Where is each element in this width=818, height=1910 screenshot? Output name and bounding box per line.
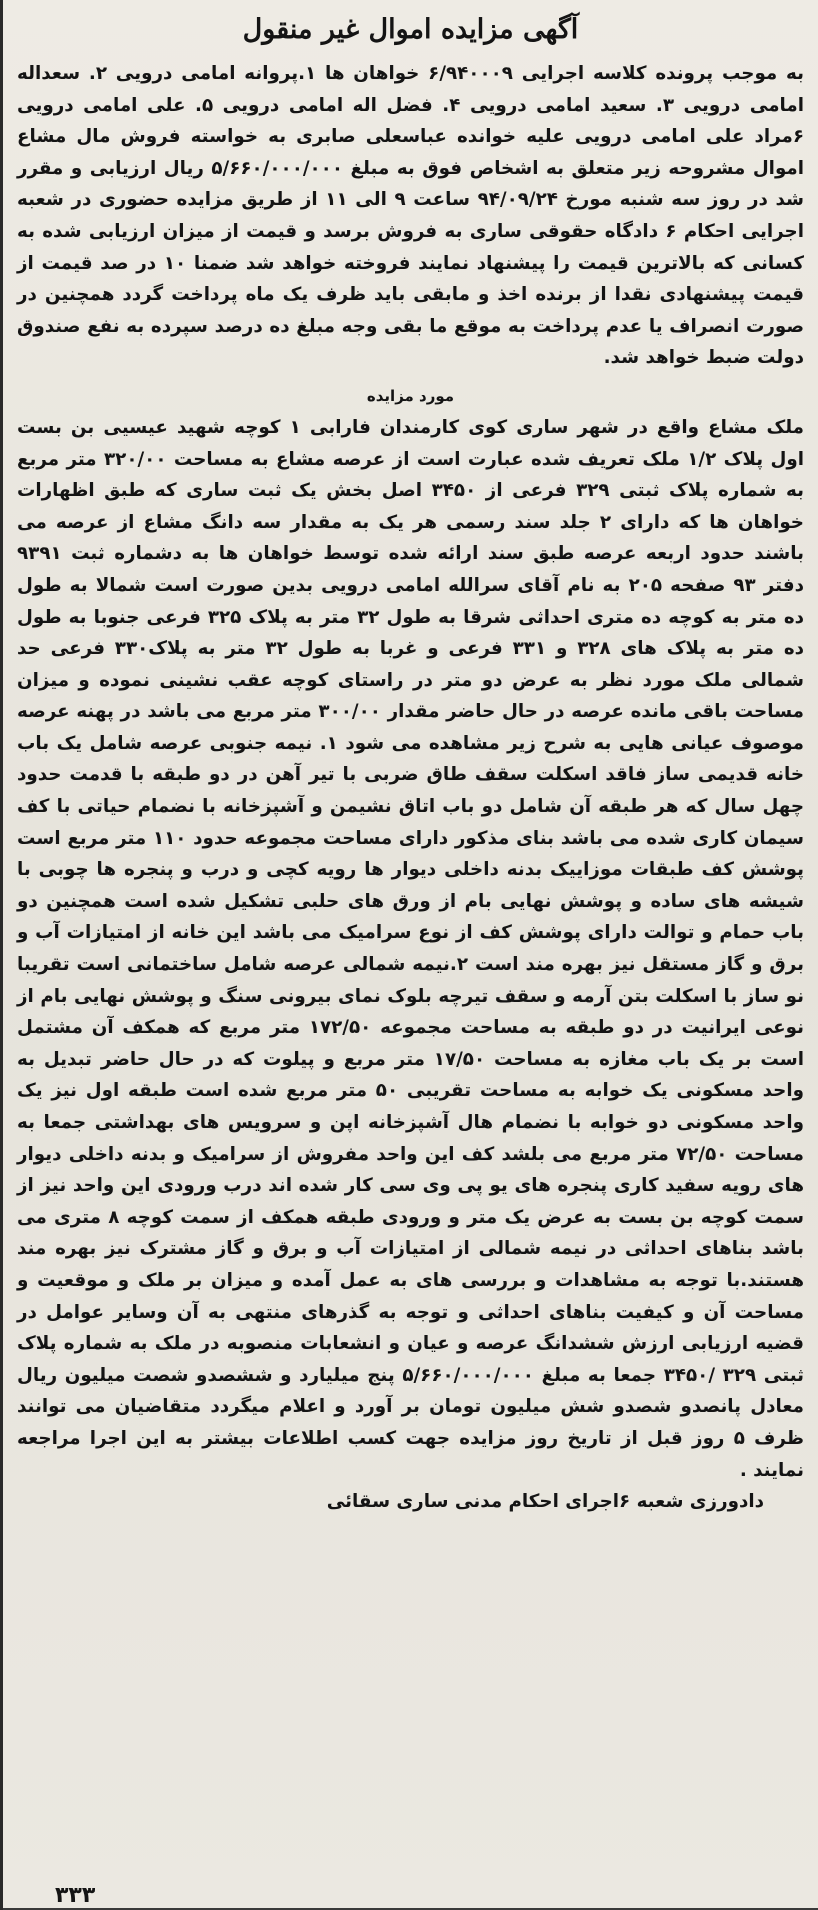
footer-code-number: ۳۳۳ [55,1883,96,1908]
signature-line: دادورزی شعبه ۶اجرای احکام مدنی ساری سقائی [326,1491,764,1513]
section-heading: مورد مزایده [366,386,455,405]
notice-title: آگهی مزایده اموال غیر منقول [242,14,579,45]
notice-intro-paragraph: به موجب پرونده کلاسه اجرایی ۶/۹۴۰۰۰۹ خواهان ها ۱.پروانه امامی درویی ۲. سعداله امامی درویی ۳. سعید امامی درویی ۴. فضل اله امامی درویی ۵. علی امامی درویی ۶مراد علی امامی درویی علیه خوانده عباسعلی صابری به خواسته فروش مال مشاع اموال مشروحه زیر متعلق به اشخاص فوق به مبلغ ۵/۶۶۰/۰۰۰/۰۰۰ ریال ارزیابی و مقرر شد در روز سه شنبه مورخ ۹۴/۰۹/۲۴ ساعت ۹ الی ۱۱ از طریق مزایده حضوری در شعبه اجرایی احکام ۶ دادگاه حقوقی ساری به فروش برسد و قیمت از میزان ارزیابی شده به کسانی که بالاترین قیمت را پیشنهاد نمایند فروخته خواهد شد ضمنا ۱۰ در صد قیمت از قیمت پیشنهادی نقدا از برنده اخذ و مابقی باید ظرف یک ماه پرداخت گردد همچنین در صورت انصراف یا عدم پرداخت به موقع ما بقی وجه مبلغ ده درصد سپرده به نفع صندوق دولت ضبط خواهد شد. [17,63,804,369]
property-description-paragraph: ملک مشاع واقع در شهر ساری کوی کارمندان فارابی ۱ کوچه شهید عیسیی بن بست اول پلاک ۱/۲ ملک تعریف شده عبارت است از عرصه مشاع به مساحت ۳۲۰/۰۰ متر مربع به شماره پلاک ثبتی ۳۲۹ فرعی از ۳۴۵۰ اصل بخش یک ثبت ساری که طبق اظهارات خواهان ها که دارای ۲ جلد سند رسمی هر یک به مقدار سه دانگ مشاع از عرصه می باشند حدود اربعه عرصه طبق سند ارائه شده توسط خواهان ها به دشماره ثبت ۹۳۹۱ دفتر ۹۳ صفحه ۲۰۵ به نام آقای سرالله امامی درویی بدین صورت است شمالا به طول ده متر به کوچه ده متری احداثی شرقا به طول ۳۲ متر به پلاک ۳۲۵ فرعی جنوبا به طول ده متر به پلاک های ۳۲۸ و ۳۳۱ فرعی و غربا به طول ۳۲ متر به پلاک۳۳۰ فرعی حد شمالی ملک مورد نظر به عرض دو متر در راستای کوچه عقب نشینی نموده و میزان مساحت باقی مانده عرصه در حال حاضر مقدار ۳۰۰/۰۰ متر مربع می باشد در پهنه عرصه موصوف عیانی هایی به شرح زیر مشاهده می شود ۱. نیمه جنوبی عرصه شامل یک باب خانه قدیمی ساز فاقد اسکلت سقف طاق ضربی با تیر آهن در دو طبقه با قدمت حدود چهل سال که هر طبقه آن شامل دو باب اتاق نشیمن و آشپزخانه با نضمام حیاتی با کف سیمان کاری شده می باشد بنای مذکور دارای مساحت مجموعه حدود ۱۱۰ متر مربع است پوشش کف طبقات موزاییک بدنه داخلی دیوار ها رویه کچی و درب و پنجره ها چوبی با شیشه های ساده و پوشش نهایی بام از ورق های حلبی تشکیل شده است همچنین دو باب حمام و توالت دارای پوشش کف از نوع سرامیک می باشد این خانه از امتیازات آب و برق و گاز مستقل نیز بهره مند است ۲.نیمه شمالی عرصه شامل ساختمانی است تقریبا نو ساز با اسکلت بتن آرمه و سقف تیرچه بلوک نمای بیرونی سنگ و پوشش نهایی بام از نوعی ایرانیت در دو طبقه به مساحت مجموعه ۱۷۲/۵۰ متر مربع که همکف آن مشتمل است بر یک باب مغازه به مساحت ۱۷/۵۰ متر مربع و پیلوت که در حال حاضر تبدیل به واحد مسکونی یک خوابه به مساحت تقریبی ۵۰ متر مربع شده است طبقه اول نیز یک واحد مسکونی دو خوابه با نضمام هال آشپزخانه اپن و سرویس های بهداشتی جمعا به مساحت ۷۲/۵۰ متر مربع می بلشد کف این واحد مفروش از سرامیک و بدنه داخلی دیوار های رویه سفید کاری پنجره های یو پی وی سی کار شده اند درب ورودی این واحد نیز از سمت کوچه بن بست به عرض یک متر و ورودی طبقه همکف از سمت کوچه ۸ متری می باشد بناهای احداثی در نیمه شمالی از امتیازات آب و برق و گاز مشترک نیز بهره مند هستند.با توجه به مشاهدات و بررسی های به عمل آمده و میزان بر ملک و موقعیت و مساحت آن و کیفیت بناهای احداثی و توجه به گذرهای منتهی به آن وسایر عوامل در قضیه ارزیابی ارزش ششدانگ عرصه و عیان و انشعابات منصوبه در ملک به شماره پلاک ثبتی ۳۲۹ /۳۴۵۰ جمعا به مبلغ ۵/۶۶۰/۰۰۰/۰۰۰ پنج میلیارد و ششصدو شصت میلیون ریال معادل پانصدو شصدو شش میلیون تومان بر آورد و اعلام میگردد متقاضیان می توانند ظرف ۵ روز قبل از تاریخ روز مزایده جهت کسب اطلاعات بیشتر به این اجرا مراجعه نمایند . [17,416,805,1481]
